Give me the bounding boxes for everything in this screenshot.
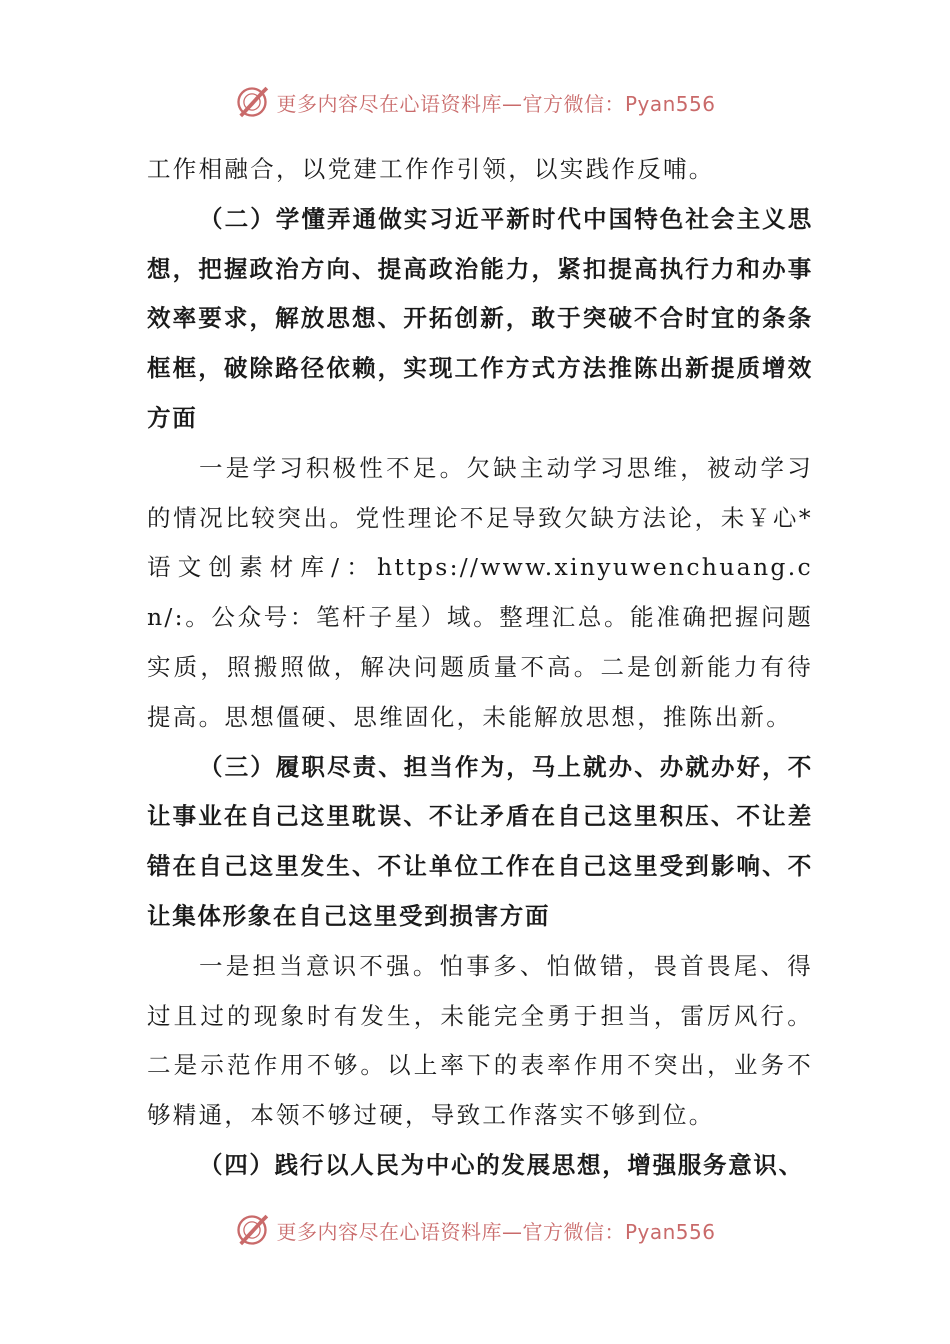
section-heading-3: （三）履职尽责、担当作为，马上就办、办就办好，不让事业在自己这里耽误、不让矛盾在自己这里积压、不让差错在自己这里发生、不让单位工作在自己这里受到影响、不让集体形象在自己这里受到损害方面 [147,752,813,930]
document-body [147,145,813,1191]
header-banner [0,80,950,124]
footer-banner-text: 更多内容尽在心语资料库—官方微信：Pyan556 [276,1219,716,1244]
pen-logo-icon [234,1212,270,1248]
pen-logo-icon [234,84,270,120]
paragraph-continuation: 工作相融合，以党建工作作引领，以实践作反哺。 [147,155,715,183]
section-heading-4: （四）践行以人民为中心的发展思想，增强服务意识、 [199,1150,804,1179]
footer-banner [0,1208,950,1252]
section-heading-2: （二）学懂弄通做实习近平新时代中国特色社会主义思想，把握政治方向、提高政治能力，紧扣提高执行力和办事效率要求，解放思想、开拓创新，敢于突破不合时宜的条条框框，破除路径依赖，实现工作方式方法推陈出新提质增效方面 [147,204,813,432]
paragraph-section-2-body: 一是学习积极性不足。欠缺主动学习思维，被动学习的情况比较突出。党性理论不足导致欠缺方法论，未￥心*语文创素材库/：https://www.xinyuwenchuang.cn/:。公众号：笔杆子星）域。整理汇总。能准确把握问题实质，照搬照做，解决问题质量不高。二是创新能力有待提高。思想僵硬、思维固化，未能解放思想，推陈出新。 [147,453,813,731]
header-banner-text: 更多内容尽在心语资料库—官方微信：Pyan556 [276,91,716,116]
paragraph-section-3-body: 一是担当意识不强。怕事多、怕做错，畏首畏尾、得过且过的现象时有发生，未能完全勇于担当，雷厉风行。二是示范作用不够。以上率下的表率作用不突出，业务不够精通，本领不够过硬，导致工作落实不够到位。 [147,951,813,1130]
